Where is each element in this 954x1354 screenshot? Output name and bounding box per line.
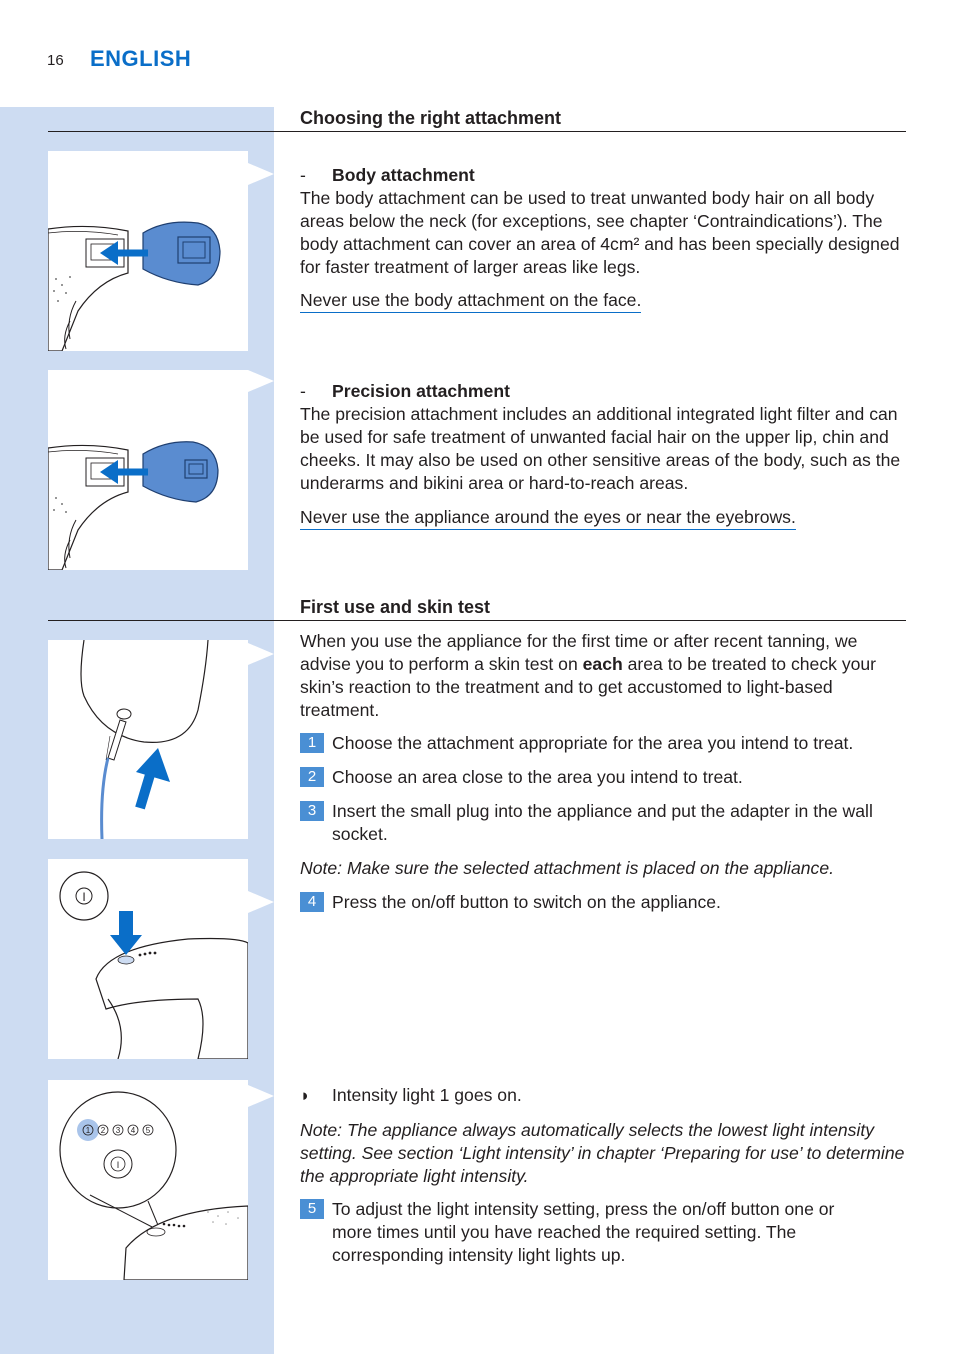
figure-pointer <box>248 891 274 913</box>
precision-attachment-heading: Precision attachment <box>332 381 510 401</box>
step-number: 2 <box>300 767 324 787</box>
step-text: Choose the attachment appropriate for the area you intend to treat. <box>332 733 854 753</box>
figure-pointer <box>248 1085 274 1107</box>
figure-intensity-lights <box>48 1080 248 1280</box>
intensity-label-3: 3 <box>115 1126 121 1135</box>
note-intensity: Note: The appliance always automatically selects the lowest light intensity setting. See section ‘Light intensity’ in chapter ‘Preparing for use’ to determine the appropriate light intensity. <box>300 1120 905 1186</box>
intro-emphasis: each <box>582 654 623 674</box>
step-1 <box>300 732 906 755</box>
step-number: 1 <box>300 733 324 753</box>
note-attachment: Note: Make sure the selected attachment is placed on the appliance. <box>300 858 834 878</box>
intensity-label-4: 4 <box>130 1126 136 1135</box>
figure-precision-attachment <box>48 370 248 570</box>
first-use-intro <box>300 630 906 722</box>
body-attachment-warning-row <box>300 289 906 312</box>
step-text: To adjust the light intensity setting, press the on/off button one or more times until you have reached the required setting. The corresponding intensity light lights up. <box>332 1199 835 1265</box>
precision-attachment-warning: Never use the appliance around the eyes or near the eyebrows. <box>300 507 796 530</box>
power-symbol: I <box>116 1160 120 1170</box>
step-number: 5 <box>300 1199 324 1219</box>
intensity-label-2: 2 <box>100 1126 106 1135</box>
page-number: 16 <box>47 52 64 69</box>
result-line <box>300 1084 906 1107</box>
step-text: Insert the small plug into the appliance and put the adapter in the wall socket. <box>332 801 873 844</box>
result-text: Intensity light 1 goes on. <box>332 1085 522 1105</box>
power-symbol: I <box>82 890 86 904</box>
figure-insert-plug <box>48 640 248 839</box>
step-4 <box>300 891 906 914</box>
step-text: Press the on/off button to switch on the appliance. <box>332 892 721 912</box>
figure-pointer <box>248 643 274 665</box>
language-heading: ENGLISH <box>90 46 192 71</box>
section-title-attachment: Choosing the right attachment <box>300 108 561 128</box>
section-rule <box>48 620 906 621</box>
body-attachment-block <box>300 164 906 279</box>
intensity-label-5: 5 <box>145 1126 151 1135</box>
list-dash: - <box>300 381 306 401</box>
step-2 <box>300 766 906 789</box>
list-dash: - <box>300 165 306 185</box>
intro-text: When you use the appliance for the first time or after recent tanning, we advise you to perform a skin test on <box>300 631 858 674</box>
result-arrow-icon: ◗ <box>300 1086 311 1105</box>
figure-pointer <box>248 370 274 392</box>
step-3 <box>300 800 906 846</box>
section-title-first-use: First use and skin test <box>300 597 491 617</box>
step-5 <box>300 1198 906 1267</box>
precision-warning-row <box>300 506 906 529</box>
step-number: 3 <box>300 801 324 821</box>
body-attachment-text: The body attachment can be used to treat unwanted body hair on all body areas below the neck (for exceptions, see chapter ‘Contraindications’). The body attachment can cover an area of 4cm² and has been specially designed for faster treatment of larger areas like legs. <box>300 188 900 277</box>
intro-text-end: area to be treated to check your skin’s reaction to the treatment and to get accustomed to light-based treatment. <box>300 654 877 720</box>
precision-attachment-block <box>300 380 906 495</box>
figure-press-power <box>48 859 248 1059</box>
body-attachment-heading: Body attachment <box>332 165 475 185</box>
figure-body-attachment <box>48 151 248 351</box>
section-rule <box>48 131 906 132</box>
step-text: Choose an area close to the area you intend to treat. <box>332 767 743 787</box>
figure-pointer <box>248 163 274 185</box>
body-attachment-warning: Never use the body attachment on the face. <box>300 290 641 313</box>
precision-attachment-text: The precision attachment includes an additional integrated light filter and can be used for safe treatment of unwanted facial hair on the upper lip, chin and cheeks. It may also be used on other sensitive areas of the body, such as the underarms and bikini area or hard-to-reach areas. <box>300 404 901 493</box>
intensity-label-1: 1 <box>85 1126 91 1135</box>
step-number: 4 <box>300 892 324 912</box>
